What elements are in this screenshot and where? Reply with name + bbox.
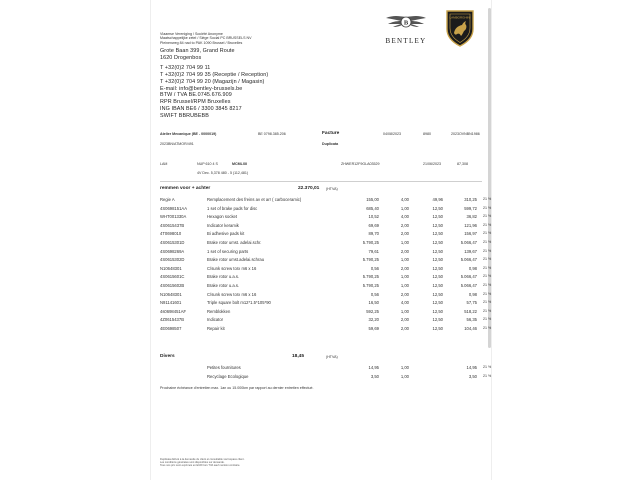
- section-tag: (HTVA): [326, 355, 338, 359]
- section-total: 18,45: [292, 354, 305, 359]
- vat-rate: 21 %: [483, 283, 492, 287]
- description: Brake rotor umst.adelai.schrau: [207, 257, 265, 263]
- unit-price: 14,95: [368, 365, 379, 370]
- line-total: 310,25: [464, 197, 477, 202]
- footer-line: Les conditions générales sont disponibles sur demande.: [160, 461, 225, 465]
- quantity: 4,00: [400, 197, 409, 202]
- quantity: 2,00: [400, 326, 409, 331]
- address-line: T +32(0)2 704 99 11: [160, 64, 211, 71]
- discount: 12,50: [432, 248, 443, 254]
- vehicle-brand: LAM: [160, 162, 168, 166]
- line-total: 139,67: [464, 248, 477, 254]
- unit-price: 5.790,25: [362, 240, 379, 245]
- unit-price: 0,56: [370, 265, 379, 271]
- quantity: 2,00: [400, 248, 409, 254]
- discount: 12,50: [432, 231, 443, 237]
- company-legal-info: [160, 32, 252, 45]
- vat-rate: 21 %: [483, 222, 492, 227]
- description: Repair kit: [207, 326, 225, 331]
- description: 1 set of securing parts: [207, 248, 249, 254]
- part-number: WHT001330A: [160, 214, 187, 220]
- unit-price: 59,69: [368, 326, 379, 331]
- description: C/sunk screw torx m6 x 16: [207, 265, 257, 271]
- unit-price: 3,50: [370, 373, 379, 379]
- part-number: N10648301: [160, 265, 182, 271]
- part-number: 4S0615301D: [160, 240, 185, 245]
- vat-rate: 21 %: [483, 308, 492, 313]
- vat-rate: 21 %: [483, 300, 492, 305]
- unit-price: 5.790,25: [362, 274, 379, 280]
- quantity: 1,00: [400, 308, 409, 314]
- quantity: 4,00: [400, 214, 409, 220]
- line-total: 5.066,47: [460, 257, 477, 263]
- description: Remplacement des freins av et arr ( carboceramic): [207, 197, 302, 202]
- unit-price: 0,56: [370, 291, 379, 297]
- vehicle-vin: ZHWER12F9GLA03529: [341, 162, 380, 166]
- address-line: T +32(0)2 704 99 35 (Receptie / Reception): [160, 71, 269, 78]
- vat-rate: 21 %: [483, 317, 492, 322]
- description: Indicator: [207, 317, 224, 323]
- unit-price: 5.790,25: [362, 257, 379, 263]
- duplicate-label: Duplicata: [322, 142, 339, 146]
- address-line: T +32(0)2 704 99 20 (Magazijn / Magasin): [160, 78, 265, 85]
- vat-rate: 21 %: [483, 257, 492, 262]
- bentley-wings-icon: [385, 13, 427, 31]
- part-number: 4S0615437B: [160, 222, 185, 228]
- part-number: 4S0698151AA: [160, 205, 188, 211]
- vat-rate: 21 %: [483, 373, 492, 378]
- discount: 12,50: [432, 257, 443, 263]
- section-tag: (HTVA): [326, 187, 338, 191]
- discount: 12,50: [432, 317, 443, 323]
- company-line: Vlaamse Vereniging / Société Anonyme: [160, 32, 223, 36]
- vat-rate: 21 %: [483, 291, 492, 296]
- line-total: 57,75: [466, 300, 477, 306]
- address-line: ING IBAN BE6 / 3300 3845 8217: [160, 106, 242, 113]
- vat-rate: 21 %: [483, 205, 492, 210]
- line-total: 518,22: [464, 308, 477, 314]
- unit-price: 592,25: [366, 308, 379, 314]
- unit-price: 32,20: [368, 317, 379, 323]
- svg-text:LAMBORGHINI: LAMBORGHINI: [449, 15, 471, 20]
- description: C/sunk screw torx m6 x 16: [207, 291, 257, 297]
- line-total: 599,72: [464, 205, 477, 211]
- line-total: 5.066,47: [460, 274, 477, 280]
- line-total: 5.066,47: [460, 283, 477, 288]
- invoice-code: 8980: [423, 132, 431, 136]
- quantity: 1,00: [400, 274, 409, 280]
- first-registration: 21/06/2023: [423, 162, 441, 166]
- description: Brake rotor u.a.s.: [207, 283, 240, 288]
- part-number: 4S0615602B: [160, 283, 185, 288]
- document-type: Facture: [322, 131, 340, 136]
- part-number: Regie A: [160, 197, 175, 202]
- address-line: Grote Baan 399, Grand Route: [160, 48, 235, 54]
- description: Brake rotor umst. adelai.schr.: [207, 240, 262, 245]
- vehicle-mileage: 87,308: [457, 162, 468, 166]
- vat-rate: 21 %: [483, 240, 492, 244]
- part-number: 4S0615302D: [160, 257, 185, 263]
- section-total: 22.370,01: [298, 186, 320, 191]
- quantity: 2,00: [400, 231, 409, 237]
- vat-rate: 21 %: [483, 214, 492, 219]
- company-line: Pleinenweg 84 nad to PAK 1090 Brussel / Bruxelles: [160, 40, 243, 45]
- line-total: 156,97: [464, 231, 477, 237]
- part-number: 4S0698269A: [160, 248, 185, 254]
- unit-price: 89,70: [368, 231, 379, 237]
- quantity: 1,00: [400, 365, 409, 370]
- lamborghini-logo: [445, 9, 475, 52]
- unit-price: 69,69: [368, 222, 379, 228]
- section-title: Divers: [160, 354, 175, 359]
- invoice-date: 04/08/2023: [383, 132, 401, 136]
- description: 1 set of brake pads for disc: [207, 205, 258, 211]
- vehicle-model: NUP 610 4 S: [197, 162, 218, 166]
- discount: 49,96: [432, 197, 443, 202]
- vat-rate: 21 %: [483, 197, 492, 201]
- line-total: 14,95: [466, 365, 477, 370]
- vat-rate: 21 %: [483, 274, 492, 279]
- description: Remblokken: [207, 308, 231, 314]
- discount: 12,50: [432, 265, 443, 271]
- discount: 12,50: [432, 283, 443, 288]
- invoice-number: 2023OVNBN1986: [451, 132, 480, 136]
- address-line: SWIFT BBRUBEBB: [160, 113, 209, 120]
- quantity: 1,00: [400, 373, 409, 379]
- footer-note: [160, 458, 244, 468]
- part-number: 4S0615601C: [160, 274, 185, 280]
- discount: 12,50: [432, 274, 443, 280]
- footer-line: Tous nos prix sont exprimés en EUR hors TVA sauf mention contraire.: [160, 464, 241, 468]
- quantity: 2,00: [400, 317, 409, 323]
- company-line: Maatschappelijke zetel / Siège Social PC BRUSSELS NV: [160, 36, 252, 41]
- discount: 12,50: [432, 300, 443, 306]
- vat-rate: 21 %: [483, 265, 492, 270]
- client-vat: BE 0798.385.206: [258, 132, 286, 136]
- vehicle-plate: MCMLXII: [232, 162, 248, 166]
- address-line: BTW / TVA BE.0745.676.909: [160, 92, 232, 99]
- vat-rate: 21 %: [483, 326, 492, 330]
- quantity: 1,00: [400, 240, 409, 245]
- line-total: 5.066,47: [460, 240, 477, 245]
- client-name: Atelier Mecanique (BE - 0000019): [160, 132, 217, 136]
- part-number: 4E0698507: [160, 326, 182, 331]
- description: Hexagon socket: [207, 214, 238, 220]
- unit-price: 685,40: [366, 205, 379, 211]
- bentley-wordmark: BENTLEY: [385, 37, 427, 45]
- description: Recyclage Ecologique: [207, 373, 249, 379]
- discount: 12,50: [432, 205, 443, 211]
- unit-price: 5.790,25: [362, 283, 379, 288]
- line-total: 104,46: [464, 326, 477, 331]
- lamborghini-shield-icon: [445, 9, 475, 47]
- discount: 12,50: [432, 291, 443, 297]
- discount: 12,50: [432, 214, 443, 220]
- quantity: 2,00: [400, 291, 409, 297]
- section-title: remmen voor + achter: [160, 186, 211, 191]
- address-line: 1620 Drogenbos: [160, 54, 202, 61]
- part-number: 4s0698451AF: [160, 308, 187, 314]
- description: Bi adhesive pads kit: [207, 231, 245, 237]
- part-number: N10648301: [160, 291, 182, 297]
- quantity: 1,00: [400, 205, 409, 211]
- vat-rate: 21 %: [483, 365, 492, 369]
- description: Triple square bolt m12*1.5*105*90: [207, 300, 271, 306]
- discount: 12,50: [432, 240, 443, 245]
- quantity: 1,00: [400, 257, 409, 263]
- line-total: 3,50: [468, 373, 477, 379]
- unit-price: 10,52: [368, 214, 379, 220]
- description: Petites fournitures: [207, 365, 241, 370]
- quantity: 4,00: [400, 300, 409, 306]
- line-total: 121,96: [464, 222, 477, 228]
- part-number: 4T0698010: [160, 231, 182, 237]
- client-reference: 2023BN/ATMOR/491: [160, 142, 194, 146]
- quantity: 1,00: [400, 283, 409, 288]
- unit-price: 16,50: [368, 300, 379, 306]
- unit-price: 155,00: [366, 197, 379, 202]
- vat-rate: 21 %: [483, 231, 492, 236]
- description: Indicator keramik: [207, 222, 239, 228]
- address-line: RPR Brussel/RPM Bruxelles: [160, 99, 231, 106]
- vat-rate: 21 %: [483, 248, 492, 253]
- line-total: 0,98: [468, 265, 477, 271]
- quantity: 2,00: [400, 265, 409, 271]
- address-line: E-mail: info@bentley-brussels.be: [160, 85, 243, 92]
- vertical-scrollbar[interactable]: [488, 8, 491, 348]
- vehicle-subinfo: 4V Dec. 5,378 480 - 5 (112,481): [197, 171, 249, 175]
- bentley-logo: [385, 13, 427, 45]
- line-total: 56,35: [466, 317, 477, 323]
- dealer-address: [160, 48, 268, 120]
- unit-price: 79,61: [368, 248, 379, 254]
- discount: 12,50: [432, 326, 443, 331]
- part-number: N91141601: [160, 300, 182, 306]
- description: Brake rotor u.a.s.: [207, 274, 240, 280]
- divider: [160, 181, 482, 182]
- footer-line: Duplicata délivré à la demande du client et consultable via l'espace client.: [160, 458, 245, 461]
- line-total: 36,82: [466, 214, 477, 220]
- line-total: 0,98: [468, 291, 477, 297]
- discount: 12,50: [432, 222, 443, 228]
- quantity: 2,00: [400, 222, 409, 228]
- part-number: 4Z0615437B: [160, 317, 184, 323]
- maintenance-note: Prochaine échéance d'entretien max. 1an ou 15.000km par rapport au dernier entretien effectué.: [160, 386, 314, 390]
- svg-text:B: B: [403, 19, 409, 27]
- discount: 12,50: [432, 308, 443, 314]
